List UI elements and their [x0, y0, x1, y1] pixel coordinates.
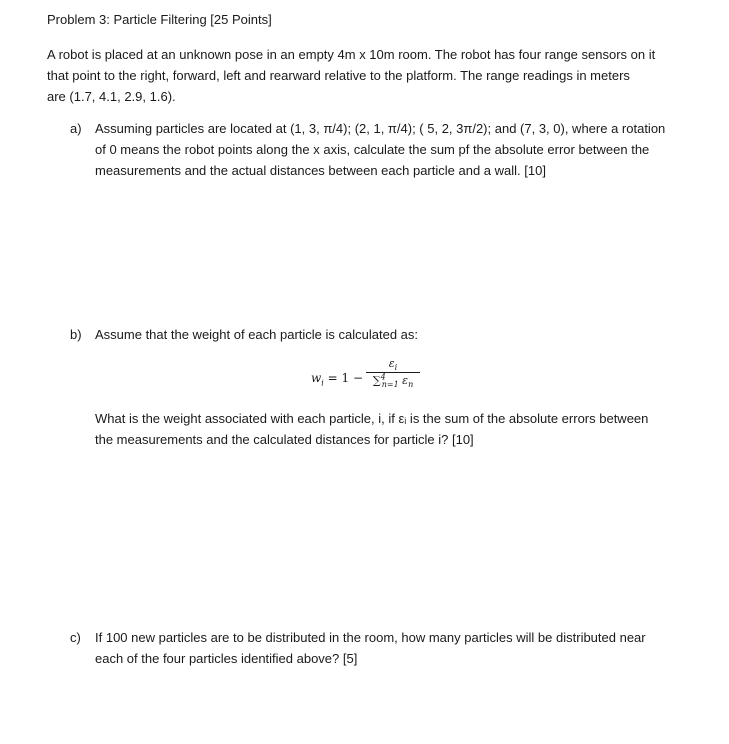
formula-sum-lower: n=1 — [381, 380, 399, 390]
intro-line: that point to the right, forward, left and rearward relative to the platform. The range readings in meters — [47, 68, 630, 83]
formula-sum-symbol: ∑ — [372, 374, 381, 387]
intro-line: A robot is placed at an unknown pose in an empty 4m x 10m room. The robot has four range sensors on it — [47, 47, 656, 62]
formula-epsilon-sub: i — [394, 363, 398, 373]
formula-denominator — [366, 374, 420, 388]
part-c-line: each of the four particles identified above? [5] — [95, 651, 358, 666]
part-a-line: of 0 means the robot points along the x axis, calculate the sum pf the absolute error between the — [95, 142, 650, 157]
part-a-line: measurements and the actual distances between each particle and a wall. [10] — [95, 163, 546, 178]
problem-title: Problem 3: Particle Filtering [25 Points] — [47, 12, 272, 27]
formula-den-epsilon: ε — [398, 374, 409, 387]
part-c-marker: c) — [70, 630, 81, 645]
part-a-text — [95, 118, 685, 181]
formula-sum-upper: 4 — [380, 372, 386, 382]
weight-formula — [311, 357, 431, 397]
formula-w-sub: i — [321, 378, 324, 388]
part-a-line: Assuming particles are located at (1, 3, π/4); (2, 1, π/4); ( 5, 2, 3π/2); and (7, 3, 0), where a rotation — [95, 121, 666, 136]
formula-equals: = 1 − — [323, 371, 364, 385]
part-b-intro — [95, 324, 685, 345]
intro-line: are (1.7, 4.1, 2.9, 1.6). — [47, 89, 176, 104]
formula-epsilon: ε — [388, 357, 395, 370]
part-c-text — [95, 627, 685, 669]
formula-numerator — [366, 357, 420, 371]
formula-den-epsilon-sub: n — [408, 380, 414, 390]
formula-lhs — [311, 368, 363, 389]
part-b-question-line: What is the weight associated with each particle, i, if εᵢ is the sum of the absolute errors between — [95, 411, 649, 426]
problem-intro — [47, 44, 697, 107]
part-b-marker: b) — [70, 327, 82, 342]
part-c-line: If 100 new particles are to be distributed in the room, how many particles will be distributed near — [95, 630, 646, 645]
formula-w: w — [311, 371, 322, 385]
fraction-bar — [366, 372, 420, 373]
part-a-marker: a) — [70, 121, 82, 136]
part-b-question — [95, 408, 685, 450]
formula-fraction — [366, 357, 420, 388]
part-b-line: Assume that the weight of each particle is calculated as: — [95, 327, 419, 342]
part-b-question-line: the measurements and the calculated distances for particle i? [10] — [95, 432, 474, 447]
